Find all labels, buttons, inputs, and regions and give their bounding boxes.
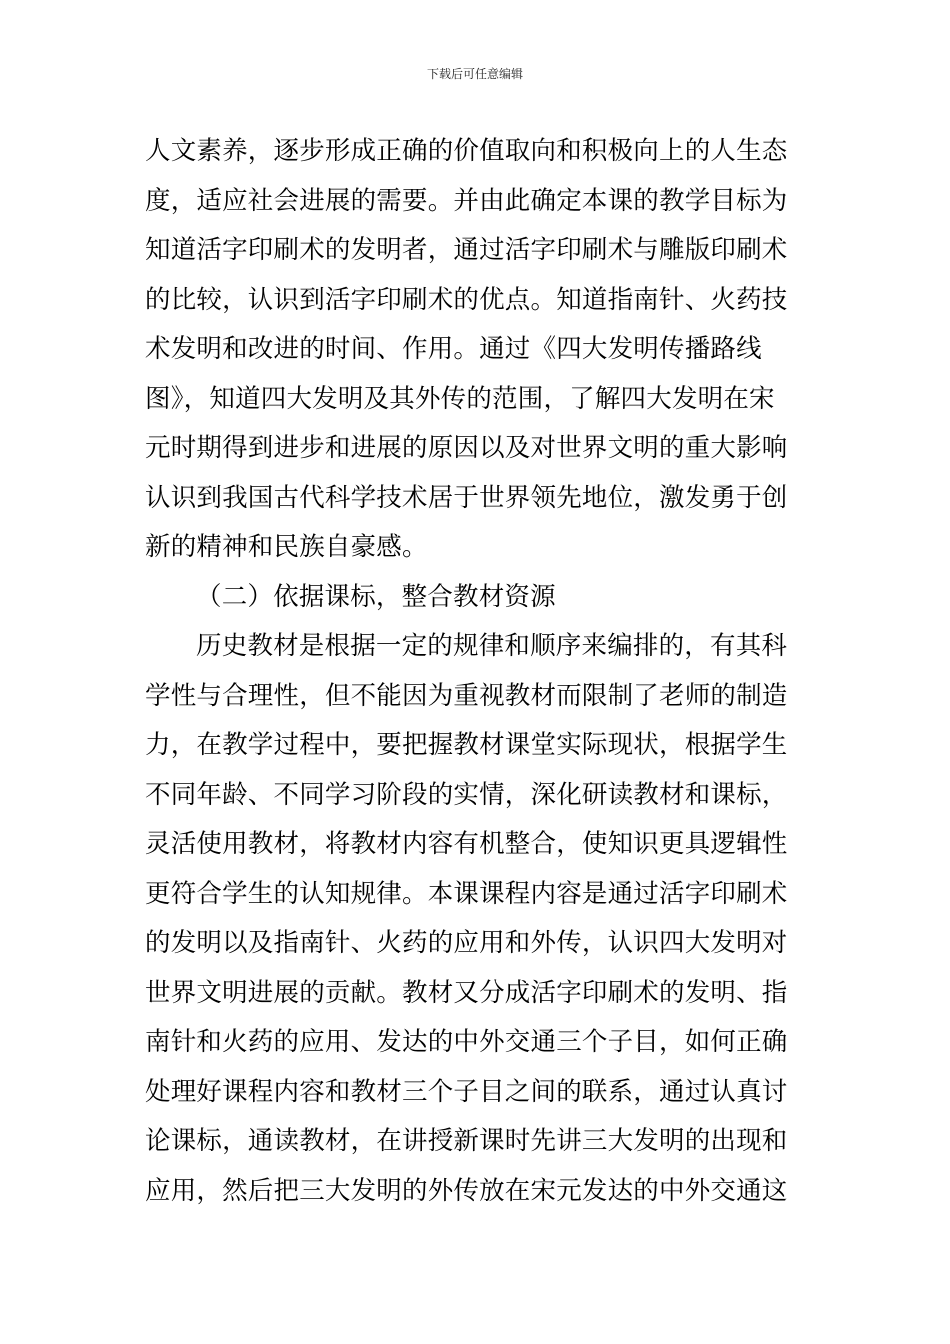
text-line: 元时期得到进步和进展的原因以及对世界文明的重大影响: [145, 433, 788, 463]
text-line: 论课标，通读教材，在讲授新课时先讲三大发明的出现和: [145, 1126, 788, 1156]
page-header: 下载后可任意编辑: [426, 67, 523, 81]
text-line: 历史教材是根据一定的规律和顺序来编排的，有其科: [196, 631, 788, 661]
text-line: 处理好课程内容和教材三个子目之间的联系，通过认真讨: [145, 1076, 788, 1107]
text-line: 知道活字印刷术的发明者，通过活字印刷术与雕版印刷术: [145, 235, 788, 265]
text-line: 学性与合理性，但不能因为重视教材而限制了老师的制造: [145, 680, 788, 711]
text-line: 应用，然后把三大发明的外传放在宋元发达的中外交通这: [145, 1175, 788, 1206]
text-line: 认识到我国古代科学技术居于世界领先地位，激发勇于创: [145, 482, 788, 513]
text-line: 度，适应社会进展的需要。并由此确定本课的教学目标为: [145, 185, 788, 216]
text-line: 术发明和改进的时间、作用。通过《四大发明传播路线: [145, 334, 762, 364]
text-line: 世界文明进展的贡献。教材又分成活字印刷术的发明、指: [145, 977, 788, 1008]
text-line: 的比较，认识到活字印刷术的优点。知道指南针、火药技: [145, 284, 788, 315]
text-line: 的发明以及指南针、火药的应用和外传，认识四大发明对: [145, 928, 788, 958]
text-line: 更符合学生的认知规律。本课课程内容是通过活字印刷术: [145, 878, 788, 909]
text-line: 不同年龄、不同学习阶段的实情，深化研读教材和课标，: [145, 779, 788, 810]
text-line: 人文素养，逐步形成正确的价值取向和积极向上的人生态: [145, 136, 788, 166]
text-line: 力，在教学过程中，要把握教材课堂实际现状，根据学生: [145, 730, 788, 760]
text-line: 灵活使用教材，将教材内容有机整合，使知识更具逻辑性: [145, 829, 788, 859]
document-body: [145, 127, 815, 1216]
text-line: 新的精神和民族自豪感。: [145, 532, 428, 562]
text-line: 图》，知道四大发明及其外传的范围，了解四大发明在宋: [145, 383, 775, 414]
text-line: 南针和火药的应用、发达的中外交通三个子目，如何正确: [145, 1027, 788, 1057]
section-heading: （二）依据课标，整合教材资源: [196, 581, 556, 612]
